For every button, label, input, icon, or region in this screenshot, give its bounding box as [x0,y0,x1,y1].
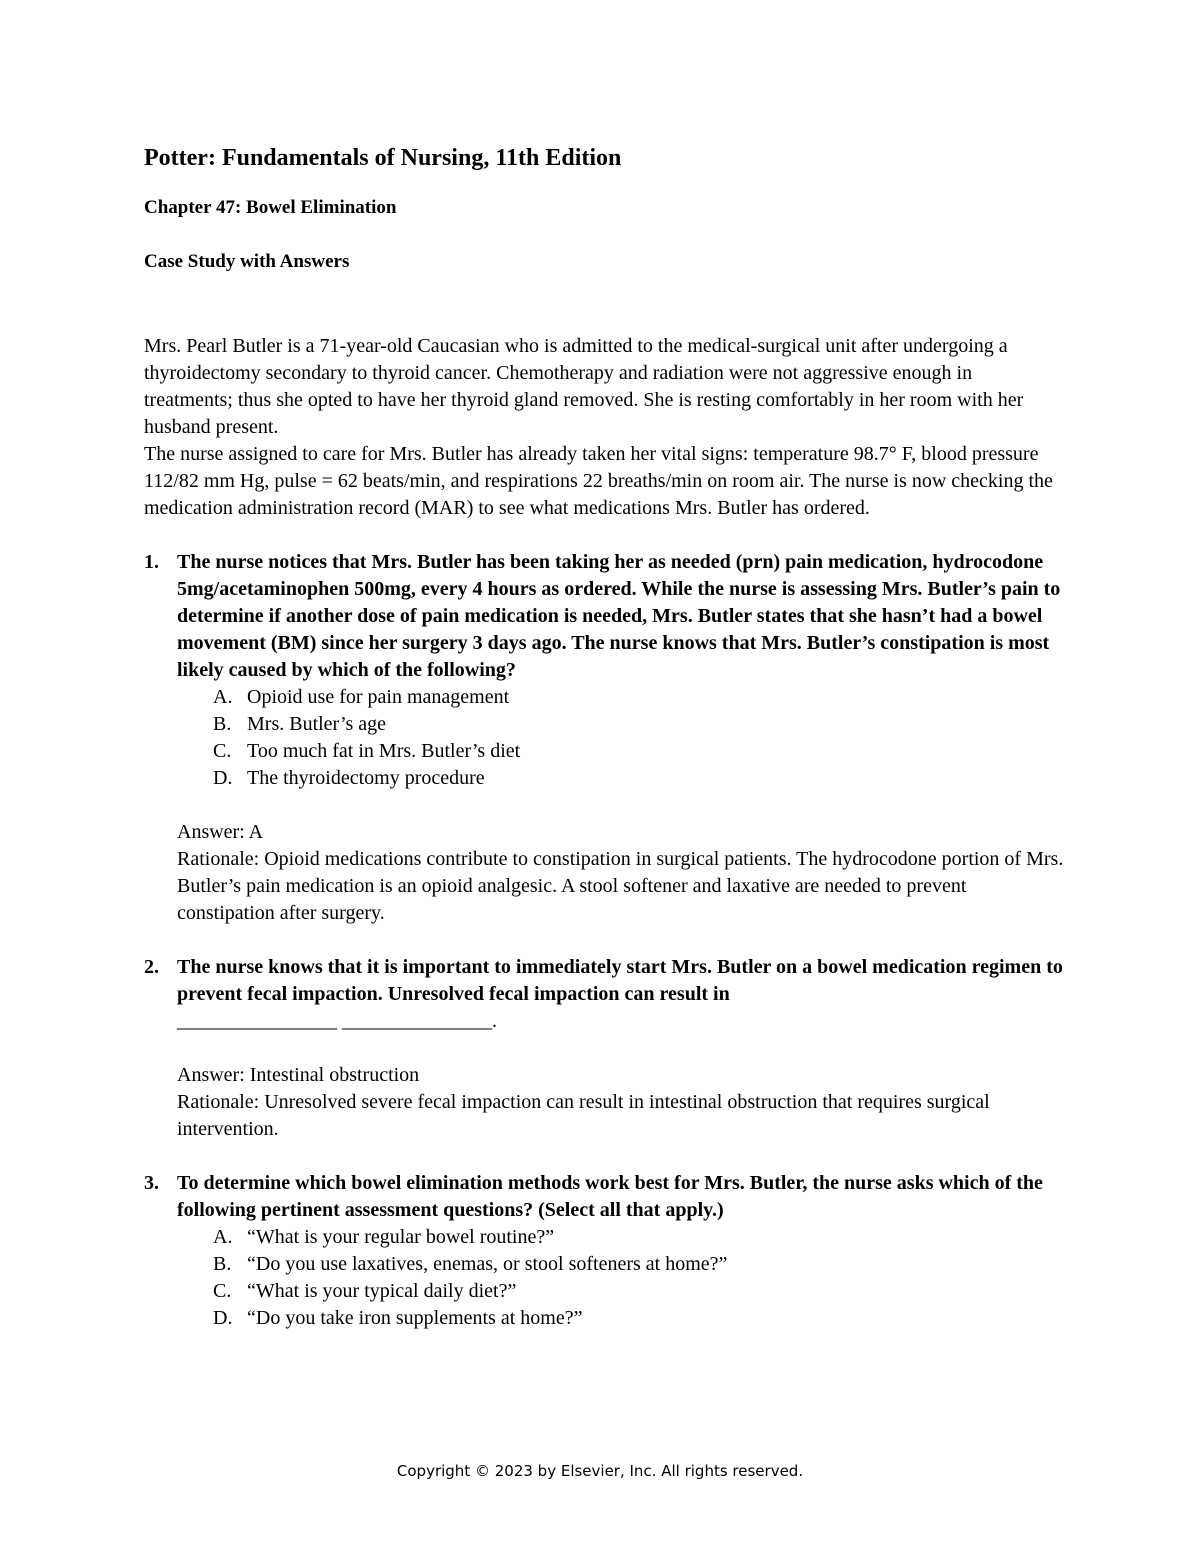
question-1 [144,549,1064,927]
option-text: The thyroidectomy procedure [247,767,485,789]
option-letter: B. [213,713,232,735]
option-c [213,738,1064,765]
document-content [144,140,1064,1332]
option-text: “What is your regular bowel routine?” [247,1226,555,1248]
fill-in-blank: ________________ _______________. [177,1010,497,1032]
answer-options [177,1224,1064,1332]
intro-paragraph-patient: Mrs. Pearl Butler is a 71-year-old Caucasian who is admitted to the medical-surgical unit after undergoing a thyroidectomy secondary to thyroid cancer. Chemotherapy and radiation were not aggressive enough in treatments; thus she opted to have her thyroid gland removed. She is resting comfortably in her room with her husband present. [144,335,1024,438]
answer-options [177,684,1064,792]
option-text: Opioid use for pain management [247,686,510,708]
question-3 [144,1170,1064,1332]
option-letter: D. [213,767,233,789]
rationale-text: Rationale: Opioid medications contribute to constipation in surgical patients. The hydrocodone portion of Mrs. Butler’s pain medication is an opioid analgesic. A stool softener and laxative are needed to prevent constipation after surgery. [177,848,1064,924]
rationale-text: Rationale: Unresolved severe fecal impaction can result in intestinal obstruction that requires surgical intervention. [177,1091,990,1140]
option-text: Mrs. Butler’s age [247,713,387,735]
option-text: “Do you take iron supplements at home?” [247,1307,583,1329]
option-text: “What is your typical daily diet?” [247,1280,517,1302]
option-d [213,1305,1064,1332]
chapter-heading: Chapter 47: Bowel Elimination [144,197,397,218]
answer-text: Answer: A [177,821,264,843]
option-c [213,1278,1064,1305]
option-d [213,765,1064,792]
case-study-heading: Case Study with Answers [144,251,350,272]
document-title: Potter: Fundamentals of Nursing, 11th Edition [144,145,622,171]
option-letter: B. [213,1253,232,1275]
answer-block [177,1062,1064,1143]
question-number: 2. [144,956,159,978]
option-letter: A. [213,1226,233,1248]
option-letter: D. [213,1307,233,1329]
option-text: “Do you use laxatives, enemas, or stool softeners at home?” [247,1253,728,1275]
intro-paragraph-vitals: The nurse assigned to care for Mrs. Butler has already taken her vital signs: temperature 98.7° F, blood pressure 112/82 mm Hg, pulse = 62 beats/min, and respirations 22 breaths/min on room air. The nurse is now checking the medication administration record (MAR) to see what medications Mrs. Butler has ordered. [144,443,1053,519]
question-text: To determine which bowel elimination methods work best for Mrs. Butler, the nurse asks which of the following pertinent assessment questions? (Select all that apply.) [177,1172,1043,1221]
option-a [213,1224,1064,1251]
answer-block [177,819,1064,927]
option-b [213,1251,1064,1278]
option-letter: C. [213,740,232,762]
option-a [213,684,1064,711]
question-number: 3. [144,1172,159,1194]
option-text: Too much fat in Mrs. Butler’s diet [247,740,521,762]
option-b [213,711,1064,738]
question-number: 1. [144,551,159,573]
copyright-footer: Copyright © 2023 by Elsevier, Inc. All rights reserved. [396,1462,804,1480]
option-letter: C. [213,1280,232,1302]
question-text: The nurse notices that Mrs. Butler has been taking her as needed (prn) pain medication, hydrocodone 5mg/acetaminophen 500mg, every 4 hours as ordered. While the nurse is assessing Mrs. Butler’s pain to determine if another dose of pain medication is needed, Mrs. Butler states that she hasn’t had a bowel movement (BM) since her surgery 3 days ago. The nurse knows that Mrs. Butler’s constipation is most likely caused by which of the following? [177,551,1061,681]
option-letter: A. [213,686,233,708]
question-2 [144,954,1064,1143]
question-text: The nurse knows that it is important to immediately start Mrs. Butler on a bowel medication regimen to prevent fecal impaction. Unresolved fecal impaction can result in [177,956,1063,1005]
answer-text: Answer: Intestinal obstruction [177,1064,420,1086]
